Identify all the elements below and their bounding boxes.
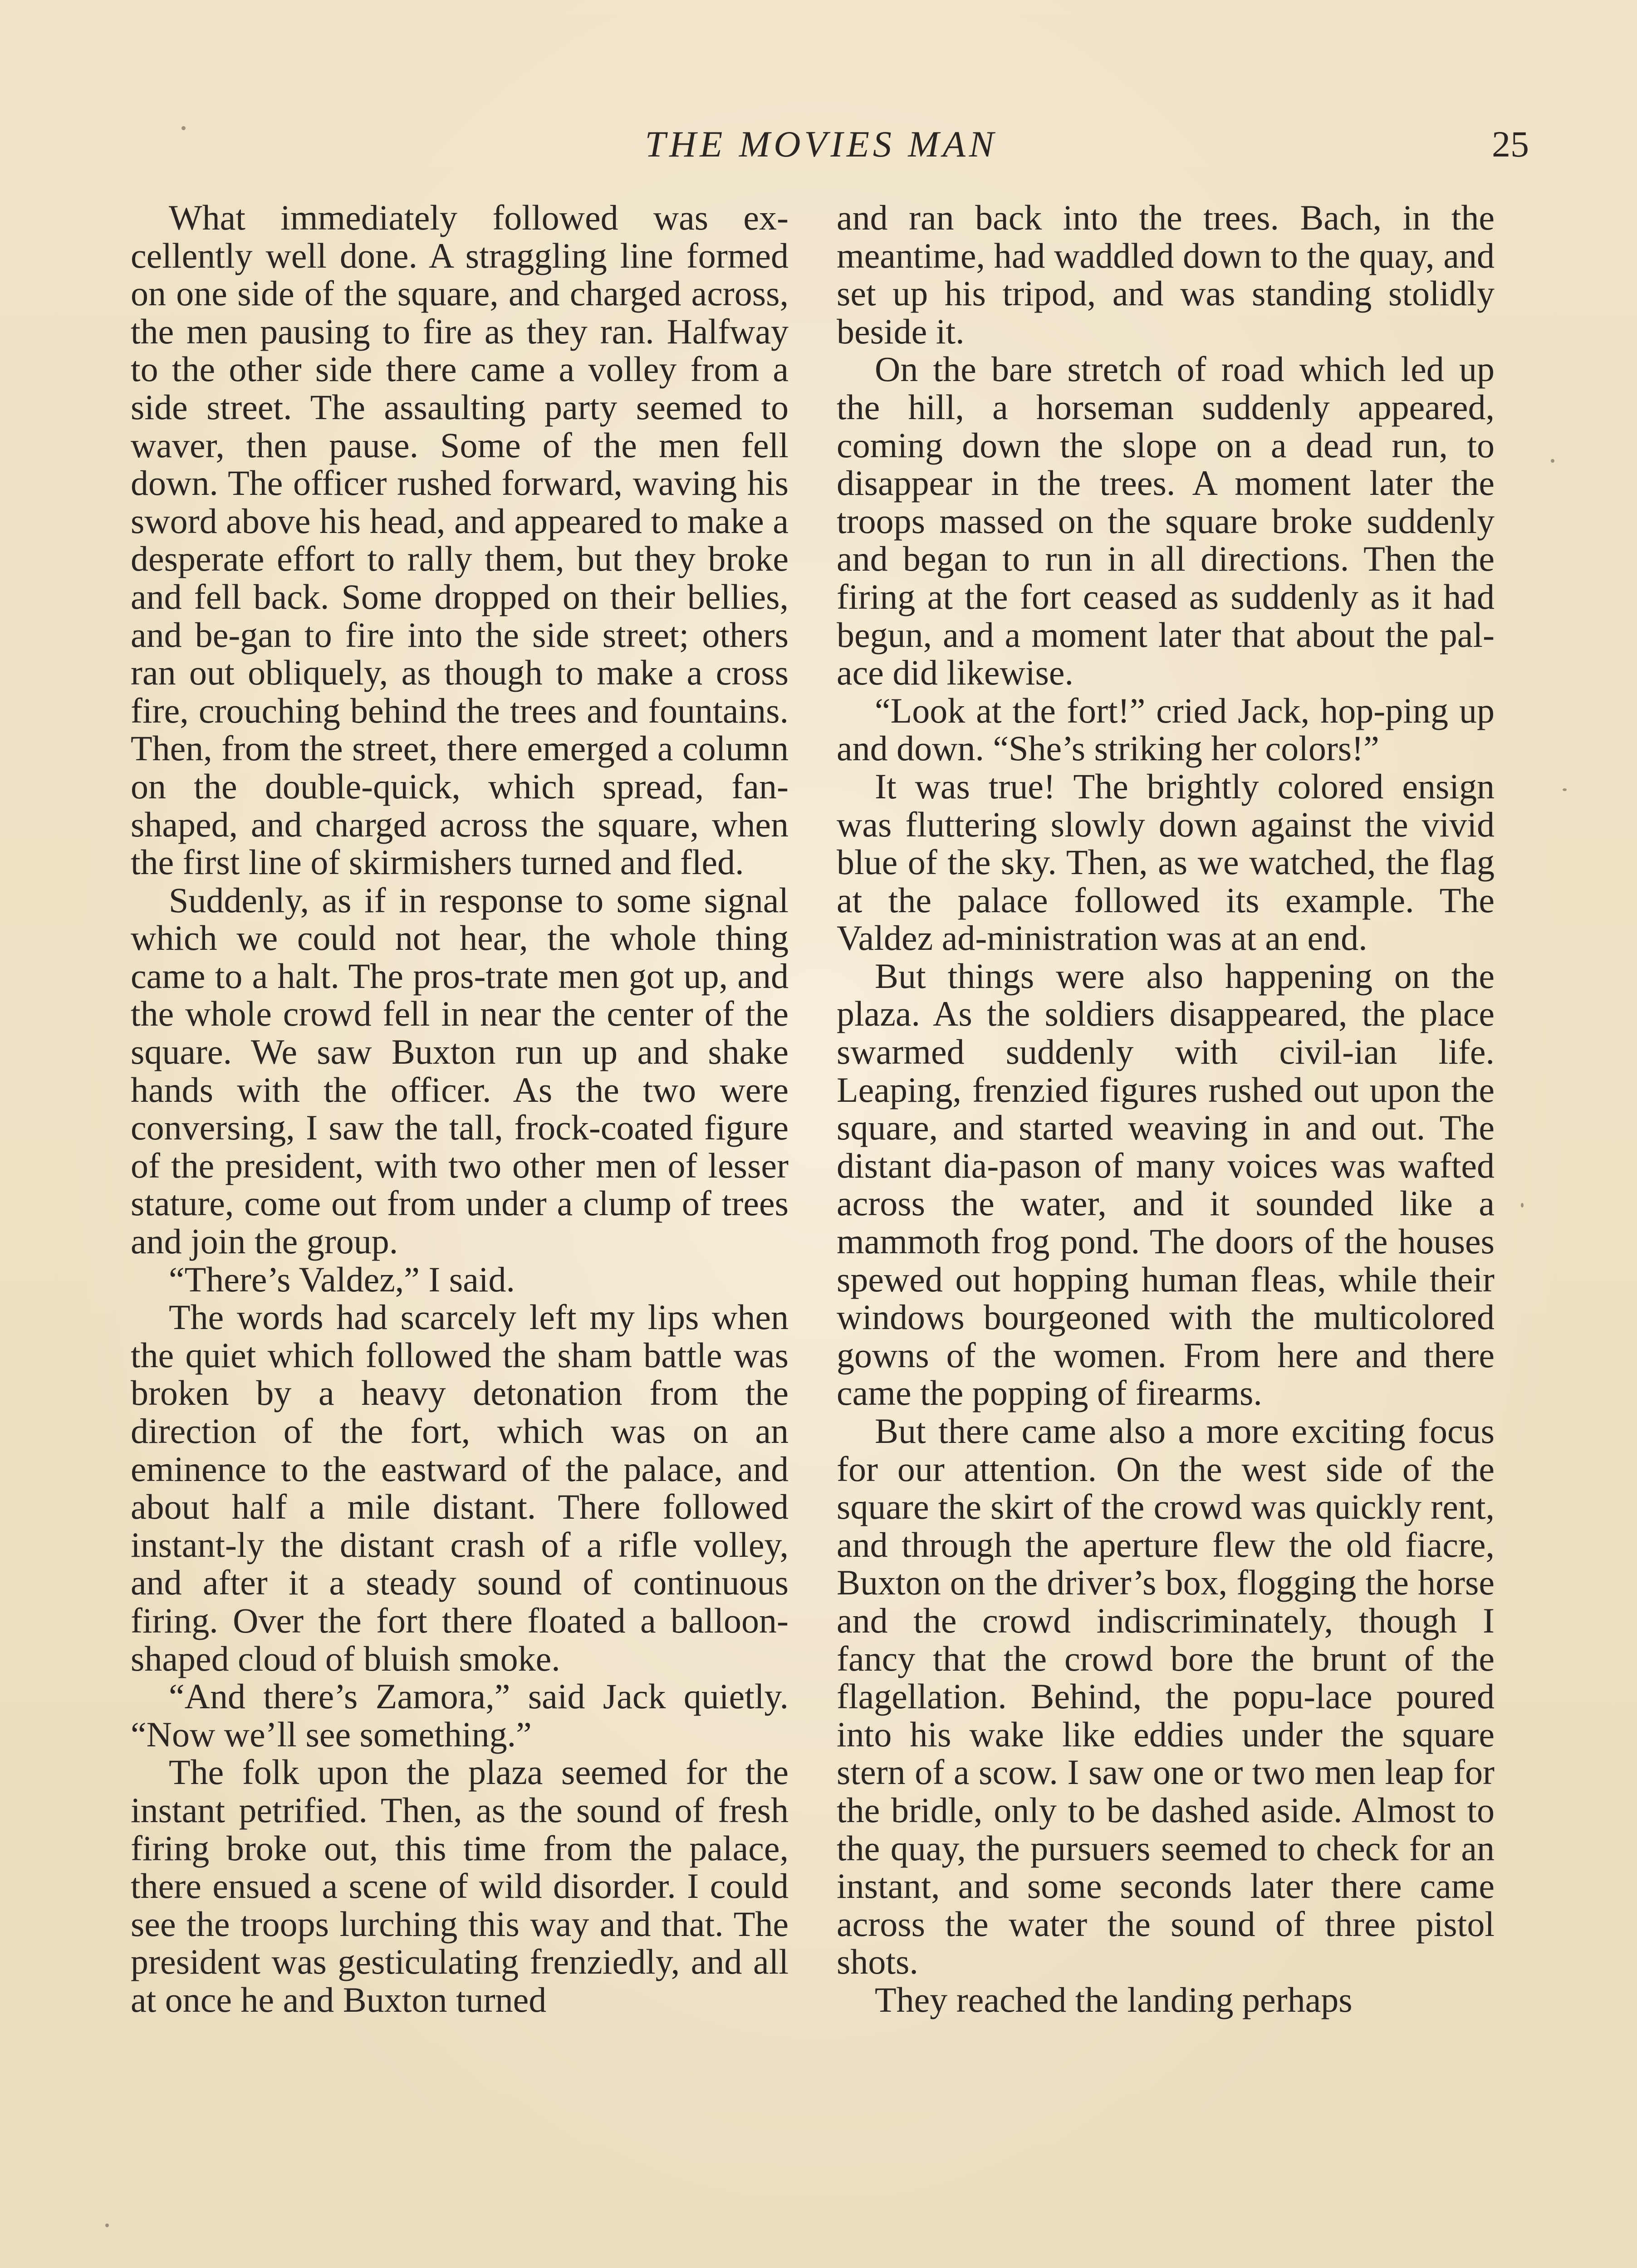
paper-speck [105, 2224, 109, 2227]
paragraph: On the bare stretch of road which led up the hill, a horseman suddenly appeared, coming down the slope on a dead run, to disappear in the trees. A moment later the troops massed on the square broke suddenly and began to run in all directions. Then the firing at the fort ceased as suddenly as it had begun, and a moment later that about the pal-ace did likewise. [837, 349, 1495, 693]
paper-speck [181, 126, 186, 130]
paragraph-continued: and ran back into the trees. Bach, in the meantime, had waddled down to the quay, and set up his tripod, and was standing stolidly beside it. [837, 199, 1495, 351]
paper-speck [1551, 459, 1554, 463]
paragraph: But things were also happening on the plaza. As the soldiers disappeared, the place swarmed suddenly with civil-ian life. Leaping, frenzied figures rushed out upon the square, and started weaving in and out. The distant dia-pason of many voices was wafted across the water, and it sounded like a mammoth frog pond. The doors of the houses spewed out hopping human fleas, while their windows bourgeoned with the multicolored gowns of the women. From here and there came the popping of firearms. [837, 956, 1495, 1413]
right-column [837, 199, 1495, 2267]
paragraph: They reached the landing perhaps [875, 1980, 1353, 2019]
paper-speck [1563, 788, 1567, 791]
paragraph: The words had scarcely left my lips when the quiet which followed the sham battle was broken by a heavy detonation from the direction of the fort, which was on an eminence to the eastward of the palace, and about half a mile distant. There followed instant-ly the distant crash of a rifle volley, and after it a steady sound of continuous firing. Over the fort there floated a balloon-shaped cloud of bluish smoke. [131, 1297, 789, 1678]
paper-speck [1521, 1203, 1524, 1207]
running-header [0, 117, 1637, 171]
paragraph: Suddenly, as if in response to some signal which we could not hear, the whole thing came to a halt. The pros-trate men got up, and the whole crowd fell in near the center of the square. We saw Buxton run up and shake hands with the officer. As the two were conversing, I saw the tall, frock-coated figure of the president, with two other men of lesser stature, come out from under a clump of trees and join the group. [131, 880, 789, 1261]
paragraph: The folk upon the plaza seemed for the instant petrified. Then, as the sound of fresh firing broke out, this time from the palace, there ensued a scene of wild disorder. I could see the troops lurching this way and that. The president was gesticulating frenziedly, and all at once he and Buxton turned [131, 1752, 789, 2019]
paragraph: It was true! The brightly colored ensign was fluttering slowly down against the vivid blue of the sky. Then, as we watched, the flag at the palace followed its example. The Valdez ad-ministration was at an end. [837, 766, 1495, 958]
page-number: 25 [1492, 123, 1529, 165]
paragraph: What immediately followed was ex-cellently well done. A straggling line formed on one side of the square, and charged across, the men pausing to fire as they ran. Halfway to the other side there came a volley from a side street. The assaulting party seemed to waver, then pause. Some of the men fell down. The officer rushed forward, waving his sword above his head, and appeared to make a desperate effort to rally them, but they broke and fell back. Some dropped on their bellies, and be-gan to fire into the side street; others ran out obliquely, as though to make a cross fire, crouching behind the trees and fountains. Then, from the street, there emerged a column on the double-quick, which spread, fan-shaped, and charged across the square, when the first line of skirmishers turned and fled. [131, 199, 789, 882]
left-column [131, 199, 789, 2267]
paragraph: “And there’s Zamora,” said Jack quietly. “Now we’ll see something.” [131, 1677, 789, 1754]
paragraph: “There’s Valdez,” I said. [169, 1259, 515, 1299]
running-title: THE MOVIES MAN [645, 123, 998, 165]
paragraph: “Look at the fort!” cried Jack, hop-ping up and down. “She’s striking her colors!” [837, 690, 1495, 768]
paragraph: But there came also a more exciting focus for our attention. On the west side of the square the skirt of the crowd was quickly rent, and through the aperture flew the old fiacre, Buxton on the driver’s box, flogging the horse and the crowd indiscriminately, though I fancy that the crowd bore the brunt of the flagellation. Behind, the popu-lace poured into his wake like eddies under the square stern of a scow. I saw one or two men leap for the bridle, only to be dashed aside. Almost to the quay, the pursuers seemed to check for an instant, and some seconds later there came across the water the sound of three pistol shots. [837, 1411, 1495, 1982]
